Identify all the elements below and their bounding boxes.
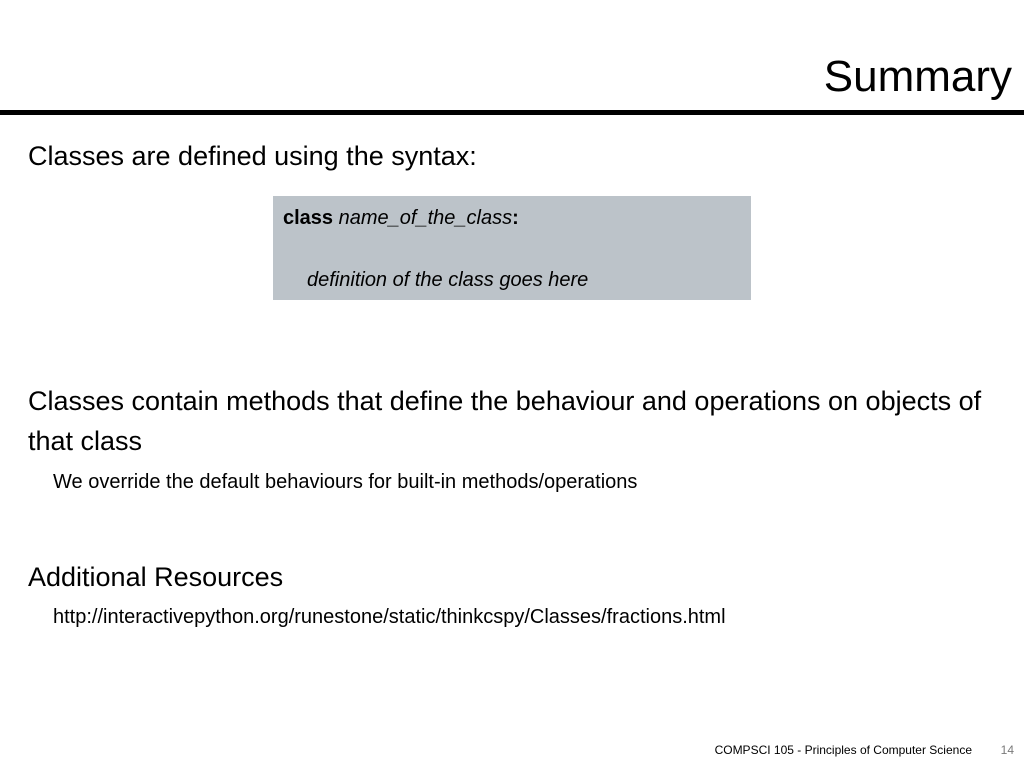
slide-title: Summary bbox=[823, 52, 1012, 101]
syntax-header-line bbox=[283, 204, 741, 232]
title-divider bbox=[0, 110, 1024, 115]
resource-link[interactable]: http://interactivepython.org/runestone/static/thinkcspy/Classes/fractions.html bbox=[53, 606, 726, 628]
page-number: 14 bbox=[1000, 743, 1014, 757]
syntax-class-name: name_of_the_class bbox=[338, 207, 513, 229]
syntax-code-box bbox=[273, 196, 751, 300]
syntax-colon: : bbox=[512, 207, 519, 229]
syntax-keyword: class bbox=[283, 207, 334, 229]
footer-course-title: COMPSCI 105 - Principles of Computer Science bbox=[714, 743, 972, 757]
bullet-syntax-intro: Classes are defined using the syntax: bbox=[28, 141, 477, 171]
bullet-methods: Classes contain methods that define the behaviour and operations on objects of that class bbox=[28, 386, 982, 456]
sub-bullet-override: We override the default behaviours for built-in methods/operations bbox=[53, 471, 638, 493]
syntax-body-line: definition of the class goes here bbox=[307, 269, 589, 291]
bullet-additional-resources: Additional Resources bbox=[28, 562, 284, 592]
